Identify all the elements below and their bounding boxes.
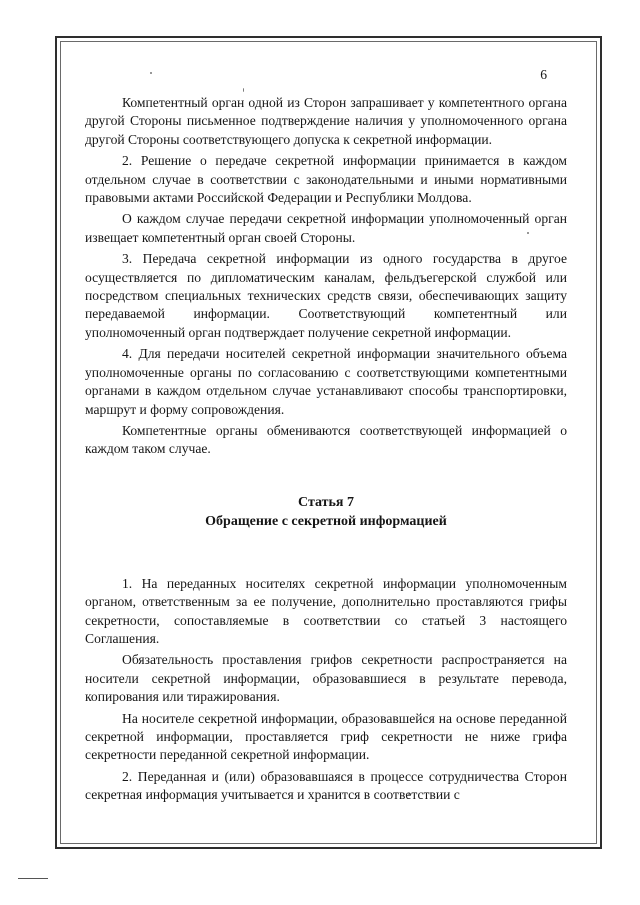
paragraph: Компетентные органы обмениваются соответствующей информацией о каждом таком случае. (85, 422, 567, 457)
article-heading (85, 493, 567, 531)
paragraph: О каждом случае передачи секретной информации уполномоченный орган извещает компетентный орган своей Стороны. (85, 211, 567, 245)
paragraph: 2. Переданная и (или) образовавшаяся в процессе сотрудничества Сторон секретная информация учитывается и хранится в соответствии с (85, 768, 567, 803)
paragraph: Компетентный орган одной из Сторон запрашивает у компетентного органа другой Стороны письменное подтверждение наличия у уполномоченного органа другой Стороны соответствующего допуска к секретной информации. (85, 95, 567, 147)
paragraph: 1. На переданных носителях секретной информации уполномоченным органом, ответственным за ее получение, дополнительно проставляются грифы секретности, сопоставляемые в соответствии со статьей 3 настоящего Соглашения. (85, 575, 567, 646)
document-body (85, 66, 567, 808)
paragraph: 4. Для передачи носителей секретной информации значительного объема уполномоченные органы по согласованию с соответствующими компетентными органами в каждом отдельном случае устанавливают способы транспортировки, маршрут и форму сопровождения. (85, 346, 567, 417)
paragraph: На носителе секретной информации, образовавшейся на основе переданной секретной информации, проставляется гриф секретности не ниже грифа секретности переданной секретной информации. (85, 710, 567, 763)
bottom-edge-mark (18, 878, 48, 879)
paragraph: Обязательность проставления грифов секретности распространяется на носители секретной информации, образовавшиеся в результате перевода, копирования или тиражирования. (85, 652, 567, 705)
paragraph: 2. Решение о передаче секретной информации принимается в каждом отдельном случае в соответствии с законодательными и иными нормативными правовыми актами Российской Федерации и Республики Молдова. (85, 153, 567, 206)
paragraph: 3. Передача секретной информации из одного государства в другое осуществляется по дипломатическим каналам, фельдъегерской службой или посредством специальных технических средств связи, обеспечивающих защиту передаваемой информации. Соответствующий компетентный или уполномоченный орган подтверждает получение секретной информации. (85, 251, 567, 340)
article-number: Статья 7 (298, 494, 354, 510)
article-title: Обращение с секретной информацией (205, 513, 447, 529)
page-number: 6 (540, 67, 547, 82)
